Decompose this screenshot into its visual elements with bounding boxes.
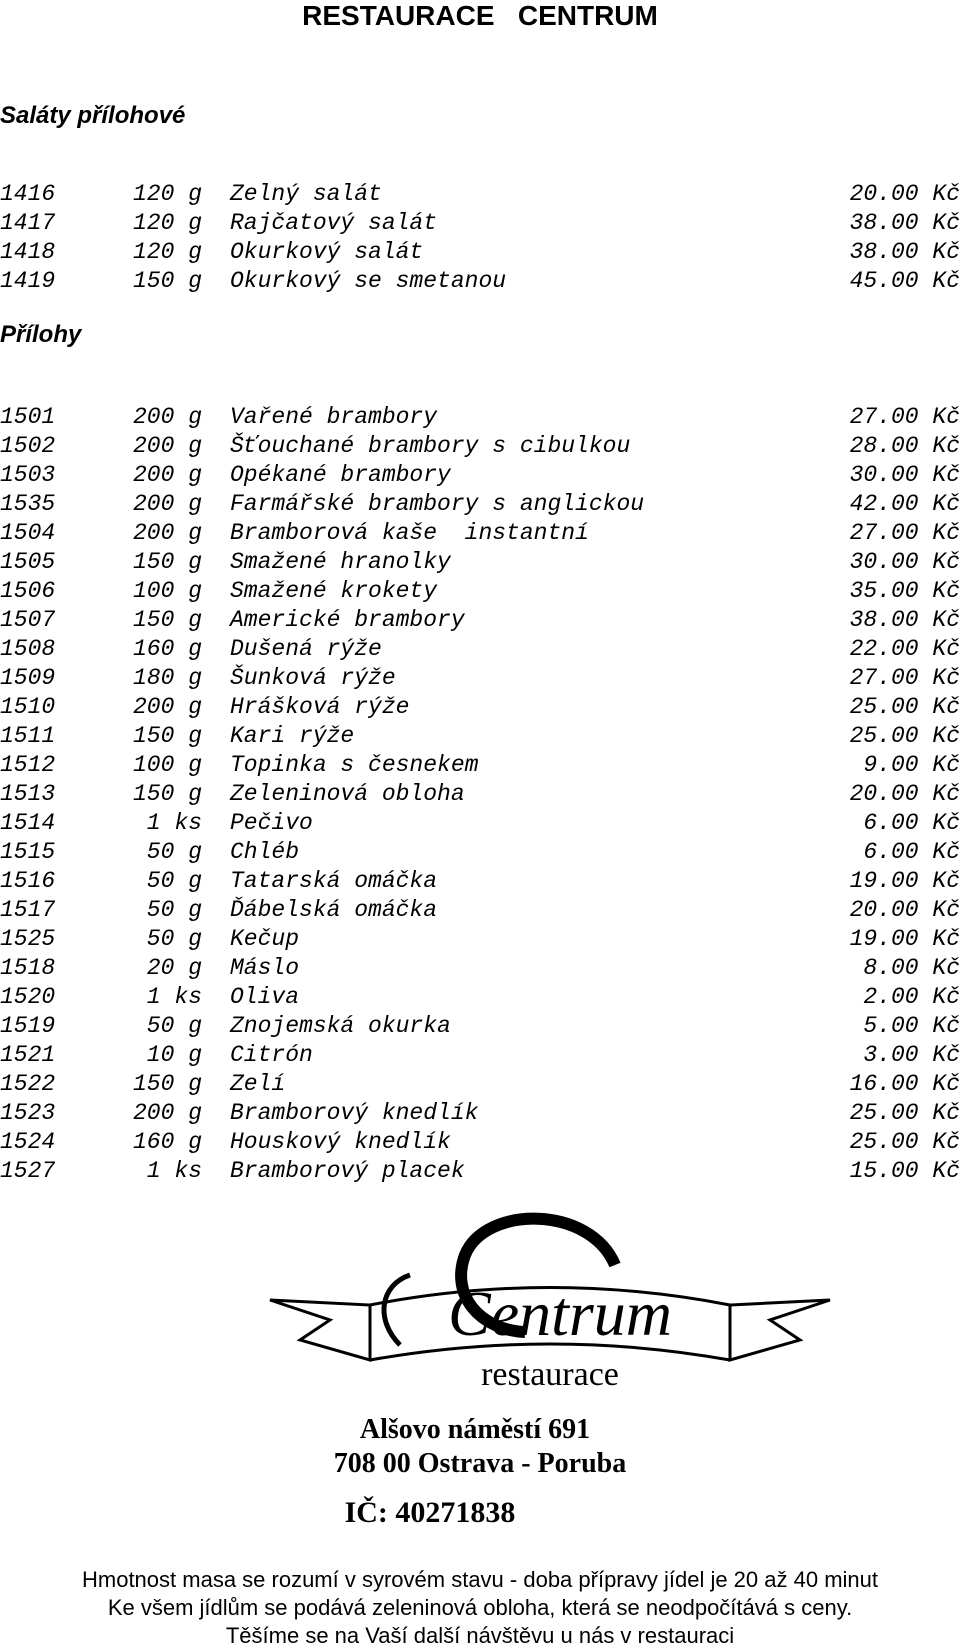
menu-item-row	[0, 577, 960, 606]
menu-item-name: Americké brambory	[230, 607, 465, 633]
menu-item-code: 1418	[0, 239, 56, 265]
menu-item-weight: 150 g	[132, 268, 202, 294]
menu-item-name: Bramborová kaše instantní	[230, 520, 589, 546]
footer-note-thanks: Těšíme se na Vaší další návštěvu u nás v restauraci	[225, 1623, 735, 1648]
menu-item-code: 1510	[0, 694, 56, 720]
menu-item-weight: 50 g	[146, 839, 202, 865]
menu-item-price: 25.00 Kč	[849, 723, 960, 749]
menu-item-weight: 120 g	[132, 181, 202, 207]
menu-item-code: 1507	[0, 607, 56, 633]
menu-item-code: 1525	[0, 926, 56, 952]
menu-item-name: Šunková rýže	[230, 665, 396, 691]
menu-item-name: Tatarská omáčka	[230, 868, 438, 894]
menu-item-price: 27.00 Kč	[849, 520, 960, 546]
menu-item-code: 1527	[0, 1158, 56, 1184]
menu-item-code: 1514	[0, 810, 56, 836]
menu-item-price: 27.00 Kč	[849, 665, 960, 691]
menu-item-row	[0, 896, 960, 925]
page-title: RESTAURACE CENTRUM	[302, 0, 658, 31]
menu-item-price: 25.00 Kč	[849, 1100, 960, 1126]
menu-item-code: 1524	[0, 1129, 56, 1155]
menu-item-price: 38.00 Kč	[849, 239, 960, 265]
menu-item-weight: 180 g	[132, 665, 202, 691]
menu-item-weight: 150 g	[132, 781, 202, 807]
menu-item-weight: 1 ks	[146, 1158, 202, 1184]
menu-item-name: Houskový knedlík	[230, 1129, 451, 1155]
menu-item-weight: 100 g	[132, 752, 202, 778]
menu-item-row	[0, 1157, 960, 1186]
menu-item-name: Ďábelská omáčka	[230, 897, 438, 923]
footer-note-weight: Hmotnost masa se rozumí v syrovém stavu - doba přípravy jídel je 20 až 40 minut	[82, 1567, 878, 1592]
menu-item-name: Hrášková rýže	[230, 694, 410, 720]
menu-item-row	[0, 954, 960, 983]
menu-item-weight: 200 g	[132, 694, 202, 720]
menu-item-name: Topinka s česnekem	[230, 752, 479, 778]
menu-item-weight: 200 g	[132, 462, 202, 488]
menu-item-row	[0, 1128, 960, 1157]
menu-item-row	[0, 403, 960, 432]
menu-item-price: 5.00 Kč	[863, 1013, 960, 1039]
menu-item-code: 1417	[0, 210, 56, 236]
menu-item-weight: 150 g	[132, 607, 202, 633]
menu-item-weight: 200 g	[132, 520, 202, 546]
menu-item-name: Rajčatový salát	[230, 210, 438, 236]
menu-item-row	[0, 867, 960, 896]
menu-item-name: Znojemská okurka	[230, 1013, 451, 1039]
menu-item-name: Máslo	[230, 955, 300, 981]
menu-item-row	[0, 838, 960, 867]
menu-item-name: Smažené krokety	[230, 578, 438, 604]
menu-item-name: Kečup	[230, 926, 300, 952]
menu-item-price: 8.00 Kč	[863, 955, 960, 981]
menu-item-row	[0, 461, 960, 490]
menu-item-name: Okurkový salát	[230, 239, 424, 265]
menu-item-price: 30.00 Kč	[849, 549, 960, 575]
menu-item-weight: 200 g	[132, 404, 202, 430]
menu-item-weight: 1 ks	[146, 810, 202, 836]
menu-item-price: 22.00 Kč	[849, 636, 960, 662]
menu-list-salads	[0, 180, 960, 296]
menu-item-price: 30.00 Kč	[849, 462, 960, 488]
menu-item-price: 38.00 Kč	[849, 607, 960, 633]
menu-item-name: Oliva	[230, 984, 300, 1010]
menu-item-price: 9.00 Kč	[863, 752, 960, 778]
menu-item-price: 35.00 Kč	[849, 578, 960, 604]
section-heading-sides: Přílohy	[0, 321, 82, 348]
menu-item-code: 1515	[0, 839, 56, 865]
menu-item-price: 2.00 Kč	[863, 984, 960, 1010]
menu-item-weight: 100 g	[132, 578, 202, 604]
logo-subtitle: restaurace	[481, 1356, 619, 1393]
menu-item-weight: 20 g	[146, 955, 202, 981]
menu-item-weight: 120 g	[132, 210, 202, 236]
menu-item-weight: 150 g	[132, 549, 202, 575]
menu-item-name: Kari rýže	[230, 723, 355, 749]
menu-item-name: Bramborový placek	[230, 1158, 465, 1184]
menu-item-weight: 10 g	[146, 1042, 202, 1068]
menu-item-code: 1519	[0, 1013, 56, 1039]
menu-item-price: 15.00 Kč	[849, 1158, 960, 1184]
menu-item-row	[0, 664, 960, 693]
menu-item-name: Dušená rýže	[230, 636, 382, 662]
logo-address-city: 708 00 Ostrava - Poruba	[333, 1448, 627, 1479]
menu-item-name: Šťouchané brambory s cibulkou	[230, 433, 631, 459]
menu-item-code: 1512	[0, 752, 56, 778]
menu-item-code: 1508	[0, 636, 56, 662]
menu-item-code: 1517	[0, 897, 56, 923]
menu-item-price: 20.00 Kč	[849, 181, 960, 207]
menu-item-code: 1419	[0, 268, 56, 294]
menu-item-weight: 150 g	[132, 723, 202, 749]
menu-item-row	[0, 751, 960, 780]
menu-item-row	[0, 809, 960, 838]
menu-item-code: 1502	[0, 433, 56, 459]
menu-item-code: 1505	[0, 549, 56, 575]
footer-note-garnish: Ke všem jídlům se podává zeleninová obloha, která se neodpočítává s ceny.	[107, 1595, 853, 1620]
menu-item-code: 1506	[0, 578, 56, 604]
menu-item-price: 3.00 Kč	[863, 1042, 960, 1068]
menu-item-code: 1416	[0, 181, 56, 207]
menu-item-price: 20.00 Kč	[849, 781, 960, 807]
menu-item-weight: 200 g	[132, 433, 202, 459]
menu-item-weight: 1 ks	[146, 984, 202, 1010]
menu-list-sides	[0, 403, 960, 1186]
menu-item-price: 6.00 Kč	[863, 839, 960, 865]
logo-ic: IČ: 40271838	[344, 1496, 516, 1529]
menu-item-name: Citrón	[230, 1042, 313, 1068]
menu-item-price: 38.00 Kč	[849, 210, 960, 236]
restaurant-logo	[260, 1210, 840, 1530]
logo-address-street: Alšovo náměstí 691	[359, 1414, 591, 1445]
menu-item-row	[0, 1041, 960, 1070]
menu-item-row	[0, 267, 960, 296]
menu-item-row	[0, 983, 960, 1012]
menu-item-weight: 160 g	[132, 636, 202, 662]
menu-item-code: 1513	[0, 781, 56, 807]
menu-item-weight: 50 g	[146, 1013, 202, 1039]
menu-item-row	[0, 180, 960, 209]
menu-item-price: 28.00 Kč	[849, 433, 960, 459]
menu-item-name: Zelí	[230, 1071, 286, 1097]
menu-item-name: Farmářské brambory s anglickou	[230, 491, 645, 517]
menu-item-name: Zelný salát	[230, 181, 382, 207]
menu-item-weight: 160 g	[132, 1129, 202, 1155]
menu-item-name: Smažené hranolky	[230, 549, 451, 575]
menu-item-code: 1535	[0, 491, 56, 517]
menu-item-code: 1520	[0, 984, 56, 1010]
menu-item-code: 1522	[0, 1071, 56, 1097]
menu-item-row	[0, 1099, 960, 1128]
menu-item-name: Okurkový se smetanou	[230, 268, 507, 294]
menu-item-weight: 200 g	[132, 491, 202, 517]
menu-item-code: 1504	[0, 520, 56, 546]
menu-item-weight: 50 g	[146, 897, 202, 923]
menu-item-name: Chléb	[230, 839, 300, 865]
menu-item-code: 1501	[0, 404, 56, 430]
menu-item-name: Vařené brambory	[230, 404, 438, 430]
menu-item-code: 1503	[0, 462, 56, 488]
menu-item-row	[0, 925, 960, 954]
menu-item-weight: 200 g	[132, 1100, 202, 1126]
menu-item-weight: 50 g	[146, 926, 202, 952]
menu-item-row	[0, 238, 960, 267]
menu-item-name: Opékané brambory	[230, 462, 451, 488]
menu-item-name: Zeleninová obloha	[230, 781, 465, 807]
menu-item-price: 42.00 Kč	[849, 491, 960, 517]
menu-item-row	[0, 490, 960, 519]
menu-item-price: 27.00 Kč	[849, 404, 960, 430]
menu-item-row	[0, 1070, 960, 1099]
menu-item-price: 19.00 Kč	[849, 926, 960, 952]
menu-item-price: 25.00 Kč	[849, 1129, 960, 1155]
menu-item-weight: 150 g	[132, 1071, 202, 1097]
logo-wordmark: Centrum	[448, 1278, 672, 1349]
menu-item-name: Pečivo	[230, 810, 313, 836]
menu-item-row	[0, 780, 960, 809]
menu-item-row	[0, 548, 960, 577]
menu-item-name: Bramborový knedlík	[230, 1100, 479, 1126]
menu-item-row	[0, 209, 960, 238]
menu-item-row	[0, 519, 960, 548]
menu-item-price: 16.00 Kč	[849, 1071, 960, 1097]
menu-item-row	[0, 606, 960, 635]
menu-item-code: 1521	[0, 1042, 56, 1068]
menu-item-row	[0, 693, 960, 722]
menu-item-price: 45.00 Kč	[849, 268, 960, 294]
menu-item-code: 1523	[0, 1100, 56, 1126]
section-heading-salads: Saláty přílohové	[0, 102, 186, 129]
menu-item-code: 1509	[0, 665, 56, 691]
menu-item-row	[0, 432, 960, 461]
menu-item-price: 20.00 Kč	[849, 897, 960, 923]
menu-item-row	[0, 635, 960, 664]
menu-item-code: 1511	[0, 723, 56, 749]
menu-item-row	[0, 722, 960, 751]
menu-item-code: 1516	[0, 868, 56, 894]
menu-item-code: 1518	[0, 955, 56, 981]
menu-item-row	[0, 1012, 960, 1041]
menu-item-price: 6.00 Kč	[863, 810, 960, 836]
menu-item-weight: 50 g	[146, 868, 202, 894]
menu-item-price: 19.00 Kč	[849, 868, 960, 894]
menu-item-price: 25.00 Kč	[849, 694, 960, 720]
menu-item-weight: 120 g	[132, 239, 202, 265]
